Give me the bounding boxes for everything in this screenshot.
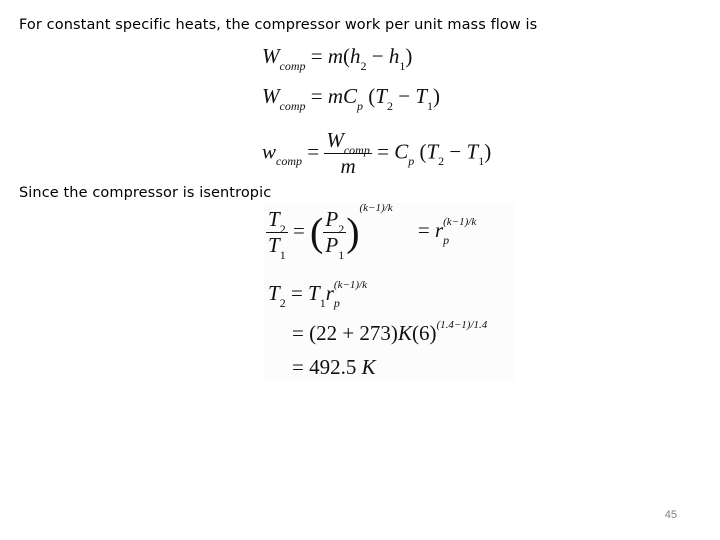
outlet-temperature-result: = 492.5 K [292,355,376,379]
outlet-temperature-substitution: = $(22 + 273)K(6)^{(1.4-1)/1.4}$ [292,319,488,345]
work-equation-temperature: $W_{comp} = mC_p$ $(T_2 - T_1)$ [262,84,440,113]
outlet-temperature-equation: $T_2 = T_1r_p^{(k-1)/k}$ [268,279,367,310]
intro-text: For constant specific heats, the compressor work per unit mass flow is [19,17,538,33]
compressor-work-equations [262,40,532,188]
page-number: 45 [664,509,677,521]
isentropic-temperature-equations [264,203,514,381]
work-equation-enthalpy: $W_{comp} = m(h_2 - h_1)$ [262,44,413,73]
isentropic-text: Since the compressor is isentropic [19,185,272,201]
temperature-ratio-equation: $\frac{T_2}{T_1}$ = ( $\frac{P_2}{P_1}$ )$^{(k-1)/k} = r_p^{(k-1)/k}$ [268,202,477,262]
specific-work-equation: $w_{comp}$ = $\frac{W_{comp}}{m}$ = $C_p$ $(T_2 - T_1)$ [262,128,492,178]
